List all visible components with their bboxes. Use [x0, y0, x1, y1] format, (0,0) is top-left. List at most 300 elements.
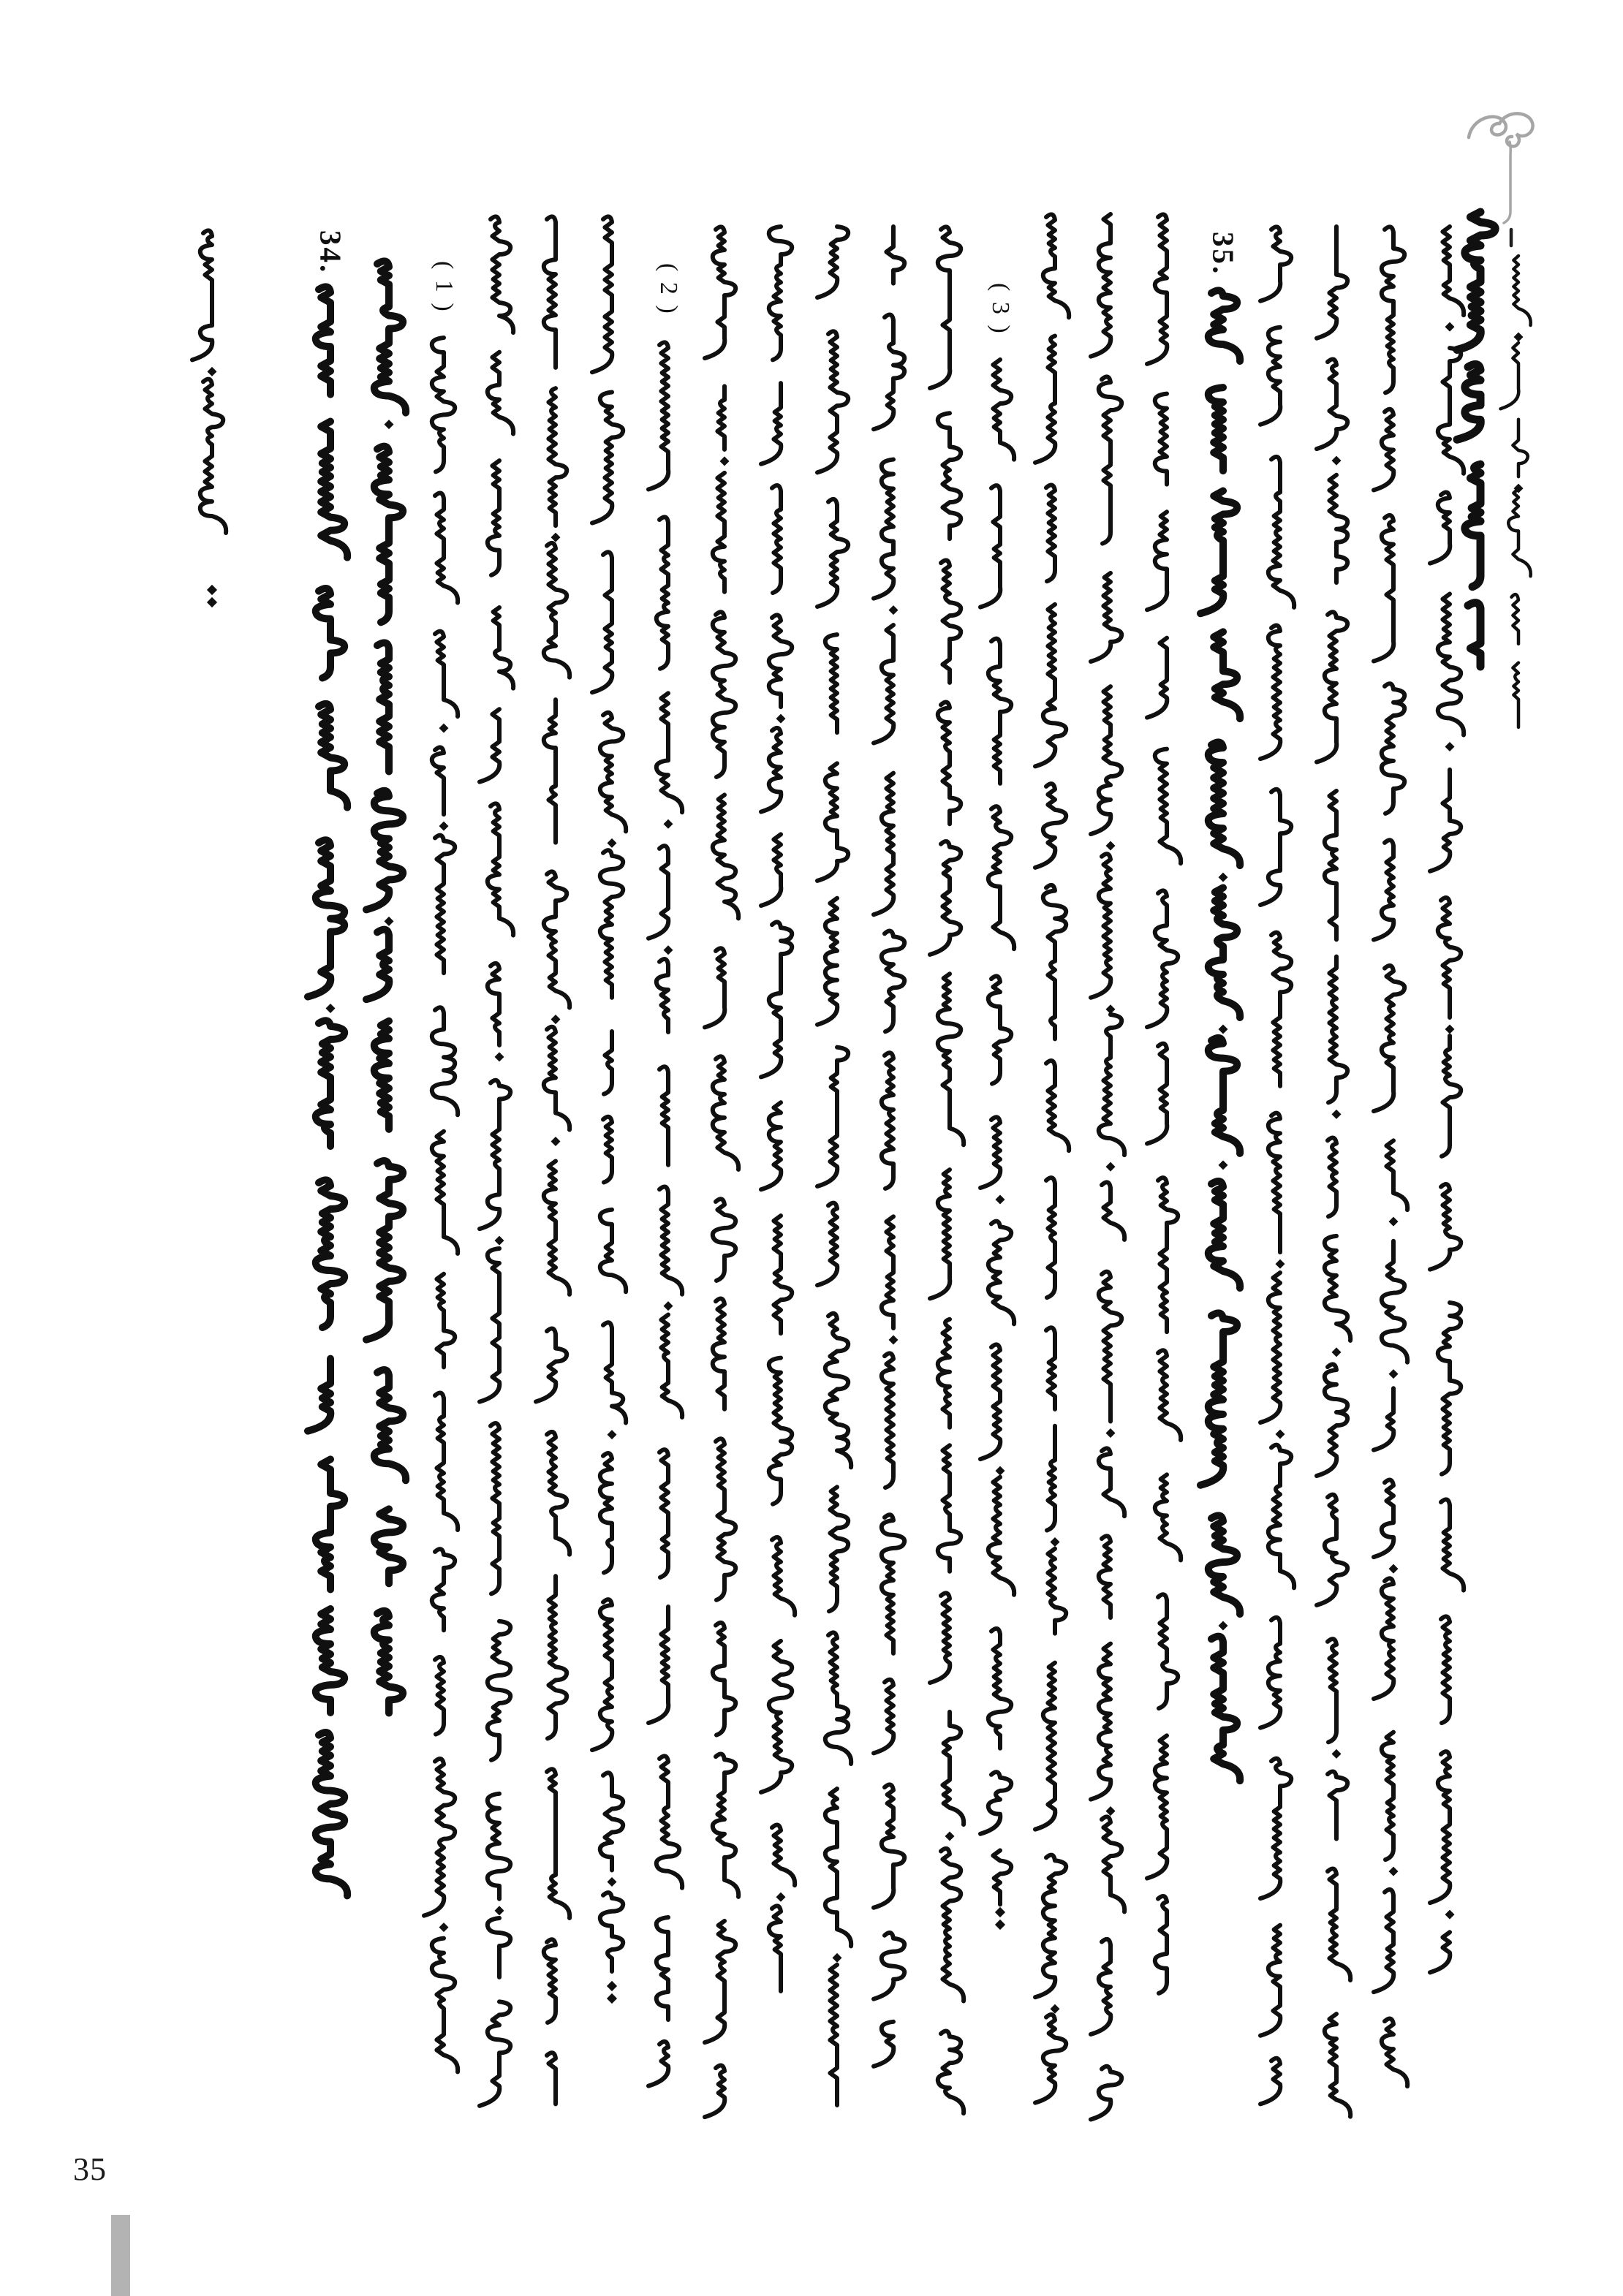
mongolian-word — [713, 1299, 725, 1409]
punctuation-dot — [1513, 332, 1523, 341]
mongolian-word — [817, 1047, 848, 1186]
mongolian-word — [988, 639, 1011, 784]
mongolian-word — [817, 331, 848, 472]
punctuation-dot — [1218, 873, 1227, 882]
mongolian-word — [366, 930, 389, 1000]
mongolian-word — [600, 1773, 623, 1870]
mongolian-word — [1035, 1855, 1066, 1998]
mongolian-word — [547, 1432, 570, 1555]
mongolian-word — [1325, 791, 1336, 939]
mongolian-word — [829, 1487, 848, 1611]
mongolian-word — [825, 1789, 851, 1946]
mongolian-word — [1208, 290, 1240, 361]
mongolian-word — [435, 1657, 444, 1735]
mongolian-word — [1374, 1578, 1393, 1699]
mongolian-word — [773, 1216, 792, 1333]
mongolian-word — [316, 287, 330, 394]
mongolian-word — [930, 227, 961, 388]
mongolian-word — [1325, 1236, 1350, 1341]
mongolian-word — [874, 2022, 893, 2066]
mongolian-word — [377, 643, 389, 771]
mongolian-word — [192, 230, 212, 360]
mongolian-word — [544, 216, 556, 368]
mongolian-word — [882, 1216, 893, 1328]
mongolian-word — [1091, 573, 1121, 662]
punctuation-dot — [1445, 1024, 1454, 1034]
page-corner-tab — [111, 2215, 130, 2296]
mongolian-word — [988, 1477, 1014, 1595]
mongolian-word — [1046, 1178, 1055, 1297]
punctuation-dot — [494, 1052, 504, 1061]
mongolian-word — [488, 352, 513, 434]
mongolian-word — [1438, 898, 1461, 1018]
mongolian-word — [988, 806, 1014, 949]
mongolian-word — [817, 227, 848, 298]
mongolian-word — [1260, 625, 1280, 759]
mongolian-word — [1442, 1036, 1461, 1156]
mongolian-word — [1260, 1618, 1280, 1728]
col-ex34-heading-cont — [366, 261, 406, 1713]
mongolian-word — [544, 1939, 556, 2023]
mongolian-word — [886, 227, 904, 284]
mongolian-word — [1329, 475, 1347, 583]
mongolian-word — [713, 612, 735, 777]
punctuation-dot — [207, 597, 217, 607]
col-item3-cont — [1035, 214, 1069, 2102]
mongolian-word — [1386, 1140, 1407, 1210]
mongolian-word — [1513, 420, 1527, 477]
mongolian-word — [980, 1117, 1000, 1188]
mongolian-word — [769, 615, 792, 707]
punctuation-dot — [1445, 322, 1454, 332]
col-ex35-text — [1374, 227, 1407, 2086]
mongolian-word — [1513, 256, 1530, 325]
col-item3-marker: ( 3 ) — [987, 283, 1014, 336]
mongolian-word — [769, 1358, 792, 1504]
mongolian-word — [1147, 512, 1167, 610]
mongolian-word — [993, 1850, 1011, 1904]
mongolian-word — [316, 1180, 344, 1327]
punctuation-dot — [1331, 1749, 1341, 1759]
mongolian-word — [480, 1080, 510, 1229]
mongolian-word — [1035, 2015, 1066, 2103]
mongolian-word — [544, 700, 556, 843]
punctuation-dot — [995, 1920, 1005, 1930]
mongolian-word — [817, 763, 848, 881]
mongolian-word — [874, 773, 893, 915]
mongolian-word — [988, 976, 1011, 1083]
col-item2-cont — [817, 227, 851, 2105]
mongolian-word — [942, 1712, 964, 1825]
mongolian-word — [432, 1007, 458, 1115]
col-item2-cont — [930, 227, 964, 2113]
mongolian-word — [600, 1893, 623, 1971]
mongolian-word — [769, 227, 792, 360]
mongolian-word — [316, 1609, 344, 1713]
mongolian-word — [1317, 359, 1347, 449]
punctuation-dot — [494, 1236, 504, 1246]
punctuation-dot — [1050, 2004, 1059, 2014]
punctuation-dot — [551, 1137, 560, 1146]
punctuation-dot — [1445, 1910, 1454, 1920]
mongolian-word — [488, 1621, 510, 1760]
mongolian-word — [874, 1784, 904, 1907]
mongolian-word — [424, 1759, 455, 1916]
mongolian-word — [1091, 1939, 1111, 2034]
mongolian-word — [604, 1031, 612, 1094]
mongolian-word — [657, 959, 668, 1032]
mongolian-word — [716, 1439, 735, 1600]
col-item1 — [424, 338, 458, 2072]
mongolian-word — [874, 314, 904, 429]
mongolian-word — [1260, 1759, 1291, 1898]
mongolian-word — [435, 1393, 458, 1530]
mongolian-word — [938, 2031, 964, 2113]
mongolian-word — [1099, 1015, 1124, 1155]
mongolian-word — [544, 1161, 570, 1294]
punctuation-dot — [607, 1877, 616, 1887]
mongolian-word — [1208, 742, 1240, 865]
mongolian-word — [374, 1370, 406, 1480]
mongolian-word — [488, 803, 513, 935]
mongolian-word — [432, 1549, 455, 1630]
col-item3 — [980, 360, 1014, 1904]
mongolian-word — [1208, 887, 1240, 1018]
mongolian-word — [1035, 336, 1055, 463]
mongolian-word — [432, 338, 455, 471]
mongolian-word — [1260, 1273, 1280, 1422]
mongolian-word — [817, 1203, 837, 1286]
mongolian-word — [493, 607, 514, 689]
mongolian-word — [882, 1053, 893, 1189]
mongolian-word — [1260, 1925, 1280, 2036]
mongolian-word — [1099, 1448, 1124, 1516]
punctuation-dot — [945, 1832, 954, 1841]
mongolian-word — [705, 2065, 725, 2117]
punctuation-dot — [832, 1953, 841, 1963]
mongolian-word — [547, 2053, 556, 2104]
mongolian-word — [1035, 1663, 1055, 1830]
mongolian-word — [600, 1453, 612, 1572]
mongolian-word — [436, 1274, 455, 1368]
mongolian-word — [1208, 1181, 1240, 1288]
mongolian-word — [1374, 1890, 1393, 1992]
mongolian-word — [938, 1319, 950, 1428]
col-item2-cont — [761, 227, 795, 1991]
mongolian-word — [1200, 1313, 1237, 1485]
mongolian-word — [769, 1906, 781, 1991]
mongolian-word — [374, 1021, 389, 1129]
mongolian-word — [1374, 966, 1404, 1111]
mongolian-word — [825, 1632, 851, 1764]
mongolian-word — [1468, 603, 1480, 667]
mongolian-word — [941, 560, 961, 682]
mongolian-word — [1091, 854, 1111, 998]
punctuation-dot — [1105, 841, 1115, 851]
mongolian-word — [1099, 1536, 1111, 1618]
mongolian-word — [592, 1599, 612, 1750]
mongolian-word — [659, 1450, 668, 1577]
punctuation-dot — [439, 724, 448, 733]
mongolian-word — [817, 499, 848, 607]
mongolian-word — [366, 791, 403, 910]
mongolian-word — [1382, 683, 1404, 814]
col-item1-marker: ( 1 ) — [431, 261, 458, 314]
mongolian-word — [657, 517, 668, 668]
mongolian-word — [1155, 749, 1181, 864]
mongolian-word — [659, 1186, 682, 1294]
mongolian-word — [1260, 789, 1291, 905]
mongolian-word — [1465, 464, 1480, 587]
mongolian-word — [1035, 784, 1066, 868]
punctuation-dot — [1105, 1806, 1115, 1816]
mongolian-word — [1091, 1644, 1111, 1800]
mongolian-word — [1268, 1445, 1294, 1588]
mongolian-word — [930, 1170, 950, 1298]
mongolian-word — [488, 461, 499, 575]
mongolian-word — [713, 473, 725, 592]
col-item1-cont — [536, 216, 570, 2104]
mongolian-word — [713, 1754, 738, 1896]
mongolian-word — [1430, 1184, 1461, 1270]
mongolian-word — [374, 447, 403, 623]
mongolian-word — [491, 1423, 499, 1594]
mongolian-word — [1438, 348, 1464, 474]
mongolian-word — [1438, 1303, 1461, 1474]
col-item1-cont — [592, 216, 626, 1971]
mongolian-word — [825, 1314, 851, 1468]
mongolian-word — [882, 931, 904, 1032]
mongolian-word — [1374, 1388, 1393, 1450]
mongolian-word — [1260, 327, 1280, 425]
punctuation-dot — [888, 605, 898, 615]
mongolian-word — [1035, 605, 1066, 767]
mongolian-word — [308, 840, 344, 996]
mongolian-word — [1208, 1515, 1240, 1614]
punctuation-dot — [1331, 456, 1341, 466]
mongolian-word — [480, 2001, 510, 2106]
mongolian-word — [1158, 1350, 1181, 1440]
mongolian-word — [1043, 885, 1066, 1039]
mongolian-word — [1374, 515, 1393, 662]
punctuation-dot — [1388, 1217, 1398, 1227]
mongolian-word — [1102, 1182, 1124, 1239]
mongolian-word — [321, 422, 347, 558]
mongolian-word — [488, 963, 499, 1045]
mongolian-word — [659, 1066, 668, 1164]
col-ex35-text — [1430, 227, 1464, 1972]
mongolian-word — [993, 360, 1014, 460]
punctuation-dot — [1105, 1428, 1115, 1438]
mongolian-word — [874, 1933, 904, 1999]
mongolian-word — [1317, 227, 1347, 338]
mongolian-word — [1328, 1639, 1336, 1742]
col-ex35-text — [1317, 227, 1350, 2117]
header-title-column — [1457, 212, 1495, 667]
mongolian-word — [488, 1918, 510, 1977]
mongolian-word — [548, 388, 567, 526]
mongolian-word — [1430, 1932, 1450, 1972]
mongolian-word — [980, 1344, 1000, 1459]
mongolian-word — [432, 1132, 458, 1254]
mongolian-word — [761, 922, 792, 1077]
mongolian-word — [705, 948, 725, 1027]
punctuation-dot — [439, 822, 448, 831]
mongolian-word — [600, 850, 623, 998]
col-ex34-heading-marker: 34. — [314, 230, 348, 275]
mongolian-word — [1046, 1061, 1069, 1151]
mongolian-word — [1328, 1771, 1347, 1838]
mongolian-word — [603, 1117, 612, 1183]
mongolian-word — [657, 1917, 668, 2020]
punctuation-dot — [1105, 1162, 1115, 1172]
punctuation-dot — [1331, 1110, 1341, 1119]
mongolian-word — [830, 1965, 837, 2105]
punctuation-dot — [776, 1893, 785, 1902]
punctuation-dot — [1218, 1024, 1227, 1034]
mongolian-word — [825, 634, 837, 732]
mongolian-word — [1508, 488, 1530, 576]
mongolian-word — [1317, 612, 1347, 762]
mongolian-word — [548, 1576, 567, 1738]
mongolian-word — [772, 1537, 795, 1615]
mongolian-word — [1099, 376, 1121, 543]
punctuation-dot — [888, 1335, 898, 1344]
mongolian-word — [761, 728, 781, 812]
flourish-ornament-icon — [1451, 104, 1554, 257]
mongolian-word — [1158, 1178, 1178, 1332]
mongolian-word — [1382, 2018, 1407, 2086]
mongolian-word — [1048, 1549, 1066, 1634]
mongolian-word — [1501, 343, 1519, 409]
mongolian-word — [1046, 1327, 1055, 1409]
mongolian-word — [882, 1353, 893, 1488]
punctuation-dot — [1275, 1259, 1285, 1269]
punctuation-dot — [384, 917, 393, 926]
mongolian-word — [316, 1732, 347, 1895]
mongolian-word — [319, 704, 347, 808]
mongolian-word — [988, 1629, 1011, 1748]
mongolian-word — [772, 485, 781, 593]
mongolian-word — [874, 1680, 893, 1754]
punctuation-dot — [325, 1004, 335, 1013]
mongolian-word — [480, 1249, 499, 1402]
mongolian-word — [1441, 1616, 1450, 1723]
mongolian-word — [1214, 632, 1240, 719]
mongolian-word — [761, 1641, 792, 1792]
mongolian-word — [316, 1020, 344, 1146]
mongolian-word — [544, 543, 570, 678]
punctuation-dot — [439, 1922, 448, 1932]
mongolian-word — [488, 1794, 510, 1899]
punctuation-dot — [607, 1993, 617, 2004]
mongolian-word — [1317, 1495, 1347, 1605]
mongolian-word — [1147, 638, 1167, 718]
mongolian-word — [1374, 1480, 1393, 1558]
punctuation-dot — [663, 945, 673, 955]
mongolian-word — [1382, 1241, 1407, 1363]
mongolian-word — [713, 1199, 735, 1281]
mongolian-word — [1208, 387, 1223, 471]
punctuation-dot — [1388, 1564, 1398, 1574]
mongolian-word — [1208, 1038, 1240, 1153]
mongolian-word — [1382, 227, 1404, 393]
mongolian-word — [772, 1825, 795, 1886]
mongolian-word — [761, 834, 781, 906]
mongolian-word — [938, 413, 961, 539]
mongolian-word — [1374, 840, 1393, 939]
punctuation-dot — [1105, 1004, 1115, 1014]
mongolian-word — [600, 713, 626, 832]
punctuation-dot — [1445, 742, 1454, 751]
punctuation-dot — [1218, 1621, 1227, 1631]
mongolian-word — [547, 1769, 570, 1918]
mongolian-word — [1430, 770, 1461, 871]
punctuation-dot — [607, 1430, 616, 1439]
mongolian-word — [1046, 485, 1055, 582]
punctuation-dot — [995, 1907, 1005, 1917]
punctuation-dot — [494, 1906, 504, 1915]
mongolian-word — [544, 871, 570, 1007]
mongolian-word — [1147, 214, 1167, 364]
mongolian-word — [435, 836, 455, 973]
mongolian-word — [1099, 1272, 1121, 1422]
mongolian-word — [1047, 1426, 1055, 1531]
punctuation-dot — [207, 367, 216, 376]
mongolian-word — [432, 1939, 458, 2072]
punctuation-dot — [607, 1981, 617, 1991]
mongolian-word — [882, 1515, 904, 1653]
mongolian-word — [1325, 2014, 1350, 2116]
punctuation-dot — [1050, 1537, 1059, 1547]
mongolian-word — [592, 216, 612, 372]
mongolian-word — [648, 342, 668, 489]
mongolian-word — [1268, 457, 1294, 607]
mongolian-word — [1328, 957, 1347, 1103]
punctuation-dot — [607, 838, 616, 848]
mongolian-word — [988, 1221, 1014, 1325]
col-ex35-heading — [1200, 290, 1240, 1781]
mongolian-word — [1328, 1138, 1336, 1217]
col-ex34-heading — [308, 287, 347, 1895]
mongolian-word — [1200, 490, 1237, 613]
punctuation-dot — [551, 1015, 560, 1024]
mongolian-word — [657, 693, 682, 812]
page-number: 35 — [73, 2151, 107, 2187]
punctuation-dot — [1388, 1369, 1398, 1379]
col-item2-marker: ( 2 ) — [655, 263, 682, 316]
mongolian-word — [308, 1359, 330, 1431]
mongolian-word — [1268, 1113, 1280, 1252]
mongolian-word — [761, 383, 781, 464]
mongolian-word — [930, 1593, 950, 1683]
mongolian-word — [1158, 1594, 1178, 1708]
mongolian-word — [366, 1161, 403, 1340]
mongolian-word — [1430, 492, 1450, 563]
col-ex35-heading-marker: 35. — [1206, 232, 1241, 276]
mongolian-word — [713, 1623, 735, 1735]
punctuation-dot — [663, 1301, 673, 1311]
mongolian-word — [544, 1027, 570, 1130]
mongolian-word — [600, 1210, 626, 1292]
punctuation-dot — [1388, 1867, 1398, 1876]
mongolian-word — [1147, 890, 1178, 1027]
mongolian-word — [435, 493, 458, 602]
mongolian-word — [1328, 1868, 1350, 1980]
punctuation-dot — [207, 585, 217, 595]
col-item2-cont — [874, 227, 904, 2066]
mongolian-word — [980, 485, 1000, 607]
